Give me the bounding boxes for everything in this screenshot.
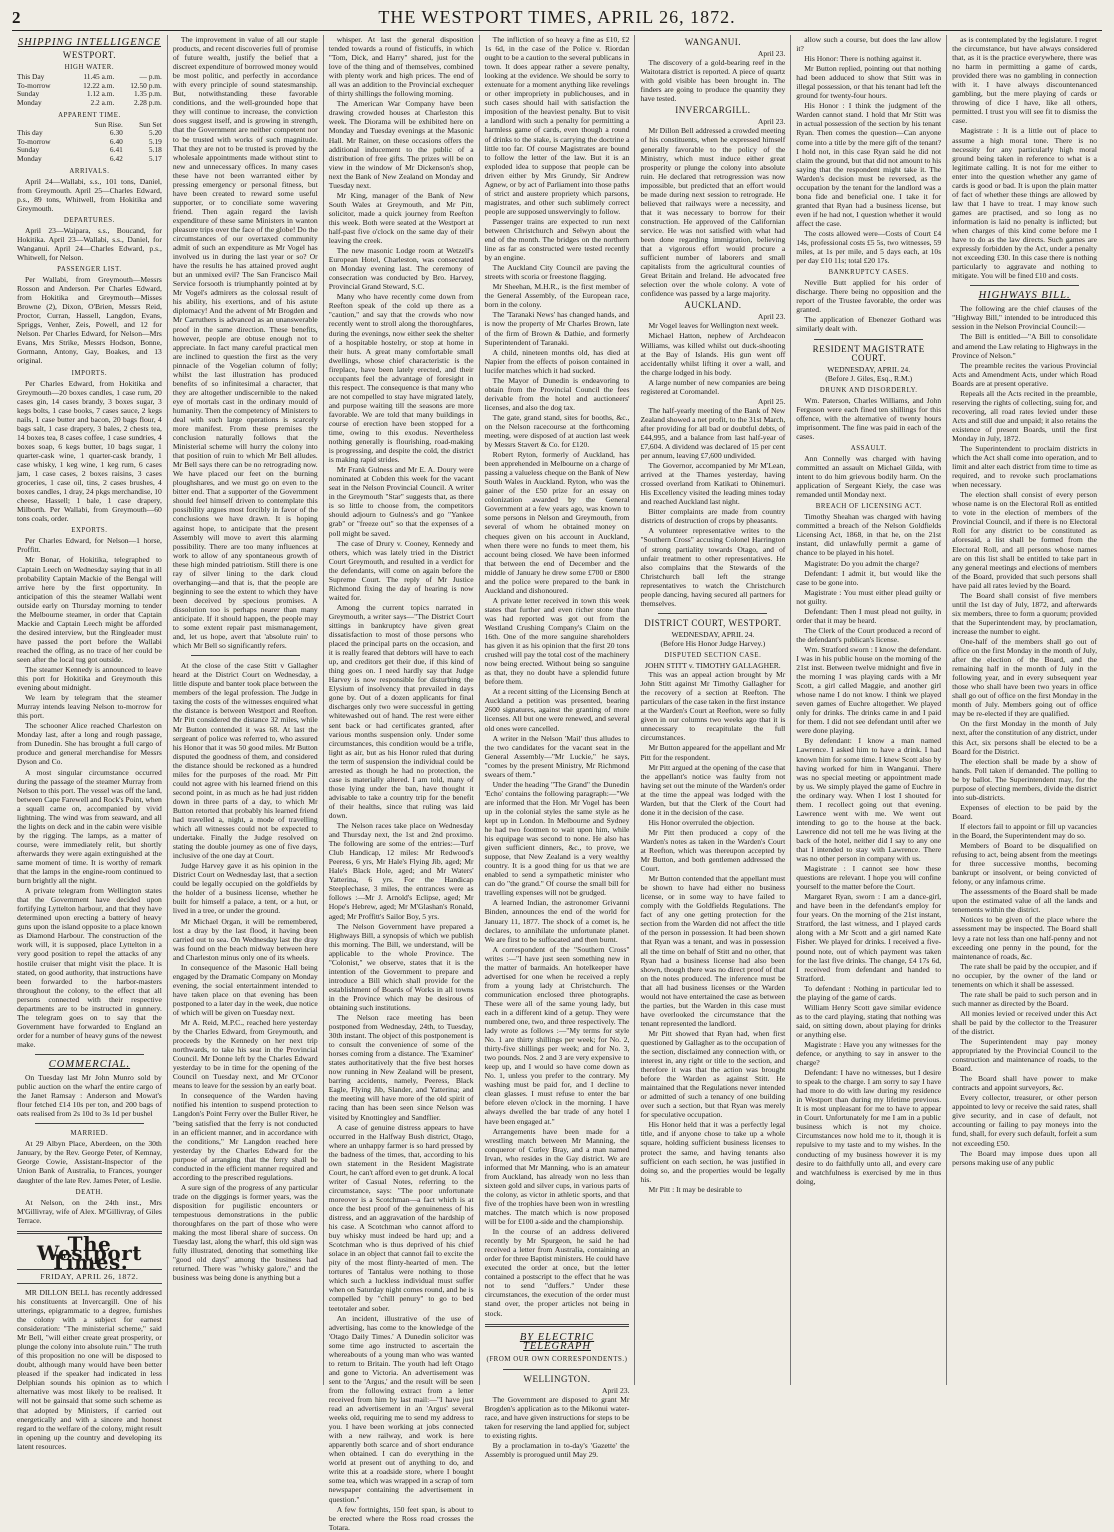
apparent-time-cell: 6.41 (109, 145, 123, 155)
departures-text: April 23—Waipara, s.s., Boucand, for Hokitika. April 23—Wallabi, s.s., Daniel, for Wanganui. April 24—Charles Edward, p.s., Whitwell, for Nelson. (17, 225, 162, 262)
apparent-time-cell: 5.17 (148, 153, 162, 163)
local-news-item: In consequence of the Masonic Hall being engaged by the Dramatic Company on Monday evening, the social entertainment intended to have taken place on that evening has been postponed to a later day in the week, due notice of which will be given on Tuesday next. (172, 962, 318, 1017)
arrivals-label: ARRIVALS. (69, 167, 110, 175)
court-report: Defendant: I admit it, but would like the case to be gone into. (796, 568, 942, 587)
court-report: The application of Ebenezer Gothard was similarly dealt with. (796, 315, 942, 334)
column-3 (324, 35, 480, 1532)
highways-heading: HIGHWAYS BILL. (978, 290, 1071, 302)
local-news-item: The Nelson races take place on Wednesday and Thursday next, the 1st and 2nd proximo. The following are some of the entries:—Turf Club Handicap, 12 miles: Mr Redwood's Peeress, 6 yrs, Mr Hale's Flying Jib, aged; Mr Hale's Black Hole, aged; and Mr Waters' Yatterina, 6 yrs. For the Handicap Steeplechase, 3 miles, the entrances were as follows :—Mr J. Arnold's Eclipse, aged; Mr Hope's Hebrew, aged; Mr M'Glashan's Ronald, aged; Mr Proffitt's Sailor Boy, 5 yrs. (328, 821, 474, 921)
court-date: WEDNESDAY, APRIL 24. (671, 629, 755, 639)
local-news-item: Many who have recently come down from Reefton speak of the cold up there as a "caution," and say that the crowds who now recently went to stroll along the thoroughfares, during the evenings, now either seek the shelter of a hospitable hostelry, or stop at home in their huts. A great many comfortable small dwellings, whose chief characteristic is the fireplace, have been lately erected, and their occupants feel the advantage of foresight in this respect. The consequence is that many who are not compelled to stay have migrated lately, and purpose waiting till the seasons are more favorable. We are told that many buildings in course of erection have been stopped for a time, owing to this exodus. Nevertheless nothing generally is flourishing, road-making is progressing, and despite the cold, the district is making rapid strides. (328, 292, 474, 465)
local-news-item: Mr Sheehan, M.H.R., is the first member of the General Assembly, of the European race, born in the colony. (484, 282, 630, 310)
highways-clause: The rate shall be paid by the occupier, and if no occupier, by the owner of the land or tenements on which it shall be assessed. (952, 961, 1098, 989)
telegraph-item: By a proclamation in to-day's 'Gazette' the Assembly is prorogued until May 29. (484, 1441, 630, 1460)
local-news-item: In consequence of the Warden having notified his intention to suspend protection to Langdon's Point Ferry over the Buller River, he "being satisfied that the ferry is not conducted in an efficient manner, and in accordance with the conditions," Mr Langdon reached here yesterday by the Charles Edward for the purpose of arranging that the ferry shall be conducted in the efficient manner required and according to the prescribed regulations. (172, 1091, 318, 1182)
apparent-time-cell: Sunday (17, 145, 40, 155)
column-4 (480, 35, 636, 1460)
court-report: Defendant: I have no witnesses, but I desire to speak to the charge. I am sorry to say I have had more to do with law during my residence in Westport than during my lifetime previous. It is most unpleasant for me to have to appear in Court. Unfortunately for me I am in a public business which is not my choice. Circumstances now hold me to it, though it is repulsive to my taste and to my wishes. In the conducting of my business however it is my desire to do faithfully unto all, and every care and watchfulness is exercised by me in thus doing, (796, 1068, 942, 1186)
highways-clause: Every collector, treasurer, or other person appointed to levy or receive the said rates, shall give security, and in case of default, not accounting or failing to pay moneys into the fund, shall, for every such default, forfeit a sum not exceeding £50. (952, 1093, 1098, 1148)
drunk-label: DRUNK AND DISORDERLY. (819, 386, 918, 394)
court-report: Mr Pitt showed that Ryan had, when first questioned by Gallagher as to the occupation of the section, disclaimed any connection with, or interest in, any right or title to the section, and therefore it was that the action was brought before the Warden as against Stitt. He maintained that the Regulations never intended or admitted of such a tenancy of one building over such a section, but that Ryan was merely for speculative occupation. (640, 1028, 786, 1120)
high-water-cell: 2.2 a.m. (90, 97, 115, 107)
highways-clause: The rate shall be paid to such person and in such manner as directed by the Board. (952, 989, 1098, 1008)
telegraph-place: INVERCARGILL. (675, 105, 751, 116)
court-report: The Clerk of the Court produced a record of the defendant's publican's license. (796, 625, 942, 644)
local-news-item: Among the current topics narrated in Greymouth, a writer says—"The District Court sittings in bankruptcy have given great dissatisfaction to most of those persons who placed the principal parts on the occasion, and it is really feared that debtors will have to each up, and creditors get their due, if this kind of thing goes on. I need hardly say that Judge Harvey is now responsible for disturbing the Elysium of insolvency that prevailed in days gone by. Out of a dozen applicants for final discharges only two were successful in getting whitewashed out of hand. The rest were either sent back or had certificates granted, after various months suspension only. Under some circumstances, this condition would be a trifle, light as air, but as his Honor ruled that during the term of suspension the individual could be arrested as though he had no protection, the case is materially altered. I am told, many of those lying under the ban, have thought it advisable to take a country trip for the benefit of their healths, since that ruling was laid down. (328, 602, 474, 820)
local-news-item: Passenger trains are expected to run next between Christchurch and Selwyn about the end of the month. The bridges on the northern line as far as constructed were tested recently by an engine. (484, 216, 630, 263)
court-report: Magistrate : Have you any witnesses for the defence, or anything to say in answer to the charge? (796, 1039, 942, 1068)
court-report: Mr Button contended that the appellant must be shown to have had either no business license, or in some way to have failed to comply with the Goldfields Regulations. The fact of any one getting protection for the section from the Warden did not affect the title of the person in possession. It had been shown that Ryan was a tenant, and was in possession all the time on behalf of Stitt and no other, that Ryan had a business license had also been shown, though there was no direct proof of that on the notes produced. The inference must be that all had business licenses or the Warden would not have entertained the case as between the parties, but the Warden in this case must have overlooked the circumstance that the tenant represented the landlord. (640, 874, 786, 1028)
high-water-cell: Sunday (17, 89, 40, 99)
telegraph-item: The Governor, accompanied by Mr M'Lean, arrived at the Thames yesterday, having crossed overland from Katikati to Ohinemuri. His Excellency visited the leading mines today and reached Auckland last night. (640, 461, 786, 507)
apparent-time-cell: 6.40 (109, 136, 123, 146)
court-report: Mr Pitt then produced a copy of the Warden's notes as taken in the Warden's Court at Reefton, which was thereupon accepted by Mr Button, and both gentlemen addressed the Court. (640, 827, 786, 874)
telegraph-item: The Government are disposed to grant Mr Brogden's application as to the Mikonui water-race, and have given instructions for steps to be taken for reserving the land applied for, subject to existing rights. (484, 1394, 630, 1440)
high-water-table (17, 73, 162, 107)
telegraph-item: A large number of new companies are being registered at Coromandel. (640, 377, 786, 396)
column-7 (947, 35, 1102, 1385)
shipping-note: The schooner Alice reached Charleston on Monday last, after a long and rough passage, from Dunedin. She has brought a full cargo of produce and general merchandise for Messrs Dyson and Co. (17, 721, 162, 767)
local-news-item: The new masonic Lodge room at Wetzell's European Hotel, Charleston, was consecrated on Monday evening last. The ceremony of consecration was conducted by Bro. Harvey, Provincial Grand Steward, S.C. (328, 246, 474, 292)
local-news-item: The gate, grand stand, sites for booths, &c., on the Nelson racecourse at the forthcoming meeting, were disposed of at auction last week by Messrs Stavert & Co. for £120. (484, 412, 630, 450)
court-report: Wm. Stratford sworn : I know the defendant. I was in his public house on the morning of the 21st inst. Between twelve midnight and five in the morning I was playing cards with a Mr Scott, a girl called Maggie, and another girl whose name I do not know. I think we played seven games of Euchre altogether. We played only for drinks. The drinks came in and I paid for them. I did not see defendant until after we were done playing. (796, 644, 942, 736)
departures-label: DEPARTURES. (63, 216, 115, 224)
high-water-cell: Monday (17, 97, 42, 107)
court-report: Ann Connelly was charged with having committed an assault on Michael Gilda, with intent to do him grievous bodily harm. On the application of Sergeant Kiely, the case was remanded until Monday next. (796, 454, 942, 500)
rm-court-date: WEDNESDAY, APRIL 24. (827, 364, 911, 374)
court-report: Wm. Paterson, Charles Williams, and John Ferguson were each fined ten shillings for this offence, with the alternative of twenty hours imprisonment. The fine was paid in each of the cases. (796, 395, 942, 441)
court-report: Defendant: Then I must plead not guilty, in order that it may be heard. (796, 606, 942, 625)
highways-clause: Members of Board to be disqualified on refusing to act, being absent from the meetings for three successive months, becoming bankrupt or insolvent, or being convicted of felony, or any infamous crime. (952, 841, 1098, 887)
court-report: His Honor: There is nothing against it. (804, 54, 922, 64)
death-label: DEATH. (75, 1188, 104, 1196)
highways-clause: The preamble recites the various Provincial Acts and Amendment Acts, under which Road Boards are at present operative. (952, 360, 1098, 388)
high-water-label: HIGH WATER. (64, 64, 115, 72)
telegraph-date: April 23. (757, 312, 786, 322)
local-news-item: A correspondent of the "Southern Cross" writes :—"I have just seen something new in the matter of barmaids. An hotelkeeper have advertised for one when he received a reply from a young lady at Christchurch. The communication enclosed three photographs. These were all of the same young lady, but each in a different kind of a getup. They were numbered one, two, and three respectively. The lady wrote as follows :—"My terms for style No. 1 are thirty shillings per week; for No. 2, thirty-five shillings per week; and for No. 3, two pounds. Nos. 2 and 3 are very expensive to keep up, and I would so have come down as No. 1, unless you prefer to the contrary. My washing must be paid for, and I decline to clean glasses. I must refuse to enter the bar before eleven o'clock in the morning. I have always dwelled the bar trade of any hotel I have been engaged at." (484, 944, 630, 1126)
highways-clause: If electors fail to appoint or fill up vacancies in the Board, the Superintendent may do so. (952, 821, 1098, 840)
court-report: Mr Button replied, pointing out that nothing had been adduced to show that Stitt was in illegal possession, or that his tenant had left the ground for twenty-four hours. (796, 64, 942, 101)
telegraph-heading: BY ELECTRIC TELEGRAPH (519, 1331, 595, 1352)
telegraph-item: The half-yearly meeting of the Bank of New Zealand showed a net profit, to the 31st March, after providing for all bad or doubtful debts, of £44,995, and a balance from last half-year of £7,604. A dividend was declared of 15 per cent per annum, leaving £7,600 undivided. (640, 405, 786, 461)
apparent-time-cell: 5.18 (148, 145, 162, 155)
telegraph-place: WELLINGTON. (523, 1373, 591, 1384)
high-water-cell: 1.12 a.m. (86, 89, 115, 99)
commercial-text: On Tuesday last Mr John Munro sold by public auction on the wharf the entire cargo of the Janet Ramsay : Anderson and Mowat's flour fetched £14 10s per ton, and 200 bags of oats realised from 2s 10d to 3s 1d per bushel (17, 1073, 162, 1119)
local-news-item: A sure sign of the progress of any particular trade on the diggings is former years, was the disposition for pugilistic encounters or tempestuous demonstrations in the public thoroughfares on the part of those who were making the most liberal share of success. On Tuesday last, along the wharf, this old sign was fully illustrated, denoting that something like "good old days" among the business had returned. There was "whisky galore," and the business was being done is anything but a (172, 1182, 318, 1283)
highways-clause: The election shall consist of every person whose name is on the Electoral Roll as entitled to vote in the election of members of the Provincial Council, and if there is no Electoral Roll for any district to be constituted as aforesaid, a list shall be formed from the Electoral Roll, and all persons whose names are on this list shall be entitled to take part in any general meetings and elections of members of the Board, provided that such persons shall have paid all rates levied by the Board. (952, 490, 1098, 590)
apparent-time-cell: This day (17, 128, 43, 138)
bankruptcy-label: BANKRUPTCY CASES. (828, 269, 910, 277)
court-report: Timothy Sheahan was charged with having committed a breach of the Nelson Goldfields Licensing Act, 1868, in that he, on the 21st instant, did unlawfully permit a game of chance to be played in his hotel. (796, 512, 942, 558)
court-before: (Before His Honor Judge Harvey.) (660, 638, 766, 648)
court-report: His Honor : I think the judgment of the Warden cannot stand. I hold that Mr Stitt was in actual possession of the section by his tenant Ryan. Then comes the question—Can anyone come into a title by the mere gift of the tenant? I hold not, in this case Ryan said he did not claim the ground, but that did not amount to his saying that the respondent might take it. The Warden's decision must be reversed, as the occupation by the tenant for the landlord was a bona fide and beneficial one. I take it for granted that Ryan had a business license, but even if he had not, I question whether it would affect the case. (796, 101, 942, 228)
local-news-item: A child, nineteen months old, has died at Napier from the effects of poison contained in lucifer matches which it had sucked. (484, 347, 630, 375)
telegraph-item: Bitter complaints are made from country districts of destruction of crops by pheasants. (640, 507, 786, 526)
court-report: Magistrate : It is a little out of place to assume a high moral tone. There is no necessity for any particularly high moral ground being taken in reference to what is a legitimate calling. It is not for me either to enter into the question whether any game of cards is good or bad. It is upon the plain matter of fact of whether these things are allowed by law that I have to treat. I may know such games are practised, and so long as no information is laid no penalty is inflicted; but when charges of this kind come before me I have to do as the law directs. Such games are expressly forbidden by the Act, under a penalty not exceeding £30. In this case there is nothing particularly to aggravate and nothing to mitigate. You will be fined £10 and costs. (952, 126, 1098, 281)
highways-clause: Expenses of election to be paid by the Board. (952, 802, 1098, 821)
court-report: Magistrate : You must either plead guilty or not guilty. (796, 587, 942, 606)
arrivals-text: April 24—Wallabi, s.s., 101 tons, Daniel, from Greymouth. April 25—Charles Edward, p.s., 89 tons, Whitwell, from Hokitika and Greymouth. (17, 176, 162, 213)
court-report: William Henry Scott gave similar evidence as to the card playing, stating that nothing was said, on sitting down, about playing for drinks or anything else. (796, 1002, 942, 1039)
column-6 (791, 35, 947, 1385)
telegraph-date: April 23. (757, 117, 786, 127)
apparent-time-cell: 5.19 (148, 136, 162, 146)
court-report: Mr Button appeared for the appellant and Mr Pitt for the respondent. (640, 743, 786, 762)
court-case-title: JOHN STITT v. TIMOTHY GALLAGHER. (645, 661, 781, 671)
shipping-note: A private telegram from Wellington states that the Government have decided upon fortifying Lyttelton harbour, and that they have determined upon erecting a battery of heavy guns upon the island opposite to a place known as Diamond Harbour. The construction of the work will, it is supposed, place Lyttelton in a very good position to repel the attacks of any hostile cruiser that might visit the place. It is stated, on good authority, that instructions have been forwarded to the harbor-masters throughout the colony, to the effect that all persons connected with their respective departments are to be instructed in gunnery. The telegram goes on to say that the Government have forwarded to England an order for a number of heavy guns of the newest make. (17, 886, 162, 1049)
highways-clause: The assessments of the Board shall be made upon the estimated value of all the lands and tenements within the district. (952, 887, 1098, 915)
apparent-time-table (17, 121, 162, 164)
shipping-note: Mr Bonar, of Hokitika, telegraphed to Captain Leech on Wednesday saying that in all probability Captain Mackie of the Bengal will arrive here by the first opportunity. In anticipation of this the steamer Wallabi went outside early on Thursday morning to tender the Melbourne steamer, in order that Captain Mackie and Captain Leech might be afforded the desired interview, but the Ringleader must have passed the port before the Wallabi reached the offing, as no trace of her could be seen after the local tug got outside. (17, 555, 162, 664)
apparent-time-cell: 6.42 (109, 153, 123, 163)
high-water-cell: 12.50 p.m. (130, 80, 162, 90)
local-news-item: A case of genuine distress appears to have occurred in the Halfway Bush district, Otago, where an unhappy farmer is so hard pressed by the badness of the times, that, according to his own statement in the Resident Magistrate Court, he can't afford even to get drunk. A local writer of Casual Notes, referring to the circumstance, says: "The poor unfortunate moreover is a Scotchman—a fact which is at once the best proof of the genuineness of his distress, and an aggravation of the hardship of his case. A Scotchman who cannot afford to buy whisky must indeed be hard up; and a Scotchman who is thus deprived of his chief solace in an object that cannot fail to excite the pity of the most flinty-hearted of men. The tortures of Tantalus were nothing to those which such a luckless individual must suffer when on Saturday night comes round, and he is compelled by "chill penury" to go to bed teetotaler and sober. (328, 1122, 474, 1313)
local-news-item: Arrangements have been made for a wrestling match between Mr Manning, the conqueror of Curley Bray, and a man named Irvan, who resides in the Gay district. We are informed that Mr Manning, who is an amateur from Auckland, has already won no less than sixteen gold and silver cups, in various parts of the colony, as victor in athletic sports, and that five of the trophies have been won in wrestling matches. The match which is now proposed will be for £100 a-side and the championship. (484, 1126, 630, 1227)
local-news-item: A few fortnights, 150 feet span, is about to be erected where the Ross road crosses the Totara. (328, 1504, 474, 1532)
apparent-time-header-cell: Sun Rise. (94, 119, 123, 129)
death-text: At Nelson, on the 24th inst., Mrs M'Gillivray, wife of Alex. M'Gillivray, of Giles Terrace. (17, 1197, 162, 1225)
court-report: His Honor overruled the objection. (648, 817, 755, 827)
high-water-cell: This Day (17, 72, 45, 82)
passenger-label: PASSENGER LIST. (57, 266, 122, 273)
exports-label: EXPORTS. (71, 527, 108, 535)
high-water-cell: — p.m. (139, 72, 162, 82)
telegraph-place: WANGANUI. (684, 37, 741, 47)
court-report: To defendant : Nothing in particular led to the playing of the game of cards. (796, 983, 942, 1002)
running-title: THE WESTPORT TIMES, APRIL 26, 1872. (378, 7, 736, 27)
breach-label: BREACH OF LICENSING ACT. (815, 503, 922, 511)
rm-court-heading: RESIDENT MAGISTRATE COURT. (812, 343, 925, 363)
court-report: By defendant: I know a man named Lawrence. I asked him to have a drink. I had known him for some time. I knew Scott also by having worked for him in Wanganui. There was no special meeting or appointment made by us. We simply played the game of Euchre in the ordinary way. When I lost I shouted for them. I recollect going out that evening. Lawrence went with me. We went out intending to go to the house at the back. Lawrence did not tell me he was living at the back of the hotel, neither did I say to any one that I intended to stay with Lawrence. There was no other person in company with us. (796, 736, 942, 864)
leader-article: MR DILLON BELL has recently addressed his constituents at Invercargill. One of his utterings, epigrammatic to a degree, furnishes the colony with a subject for earnest consideration: "The ministerial scheme," said Mr Bell, "will either create great prosperity, or plunge the colony into absolute ruin." The truth of this proposition no one will be disposed to doubt, although many would have been better pleased if the speaker had indicated in less Delphian sounds his opinion as to which alternative was most likely to be realised. It will not be gainsaid that some such scheme as that adopted by Ministers, if carried out energetically and with a sincere and honest regard to the welfare of the colony, might result in opening up the country and developing its latent resources. (17, 1287, 162, 1451)
telegraph-item: Michael Hatton, nephew of Archdeacon Williams, was killed whilst out duck-shooting at the Bay of Islands. His gun went off accidentally whilst lifting it over a wall, and the charge lodged in his body. (640, 331, 786, 377)
local-news-item: In the course of an address delivered recently by Mr Spurgeon, he said he had received a letter from Australia, containing an order for three Baptist ministers. He could have executed the order at once, but the letter contained a postscript to the effect that he was not to send "duffers." Under these circumstances, the execution of the order must stand over, the proper articles not being in stock. (484, 1227, 630, 1318)
local-news-item: Mr Michael Organ, it will be remembered, lost a dray by the last flood, it having been carried out to sea. On Wednesday last the dray was found on the beach midway between here and Charleston minus only one of its wheels. (172, 916, 318, 962)
court-heading: DISTRICT COURT, WESTPORT. (644, 617, 782, 628)
highways-clause: The election shall be made by a show of hands. Poll taken if demanded. The polling to be by ballot. The Superintendent may, for the purpose of electing members, divide the district into sub-districts. (952, 756, 1098, 802)
imports-text: Per Charles Edward, from Hokitika and Greymouth—20 boxes candles, 1 case rum, 20 cases gin, 14 cases brandy, 3 boxes sugar, 3 kegs bolts, 1 case books, 7 cases sauce, 2 kegs nails, 1 case butter and bacon, 20 bags flour, 4 bags salt, 1 case drapery, 3 bales, 2 chests tea, 14 boxes tea, 8 cases coffee, 1 case sundries, 4 boxes soap, 6 kegs butter, 10 bags sugar, 1 quarter-cask wine, 1 quarter-cask brandy, 1 case whisky, 1 keg wine, 1 keg rum, 6 cases jam, 1 case cases, 2 boxes raisins, 3 cases groceries, 1 case oil, tins, 2 cases brushes, 4 boxes candles, 1 dray, 24 pkgs merchandise, 10 cheese, Hassell; 1 bale, 1 case drapery, Milborth. Per Wallabi, from Greymouth—60 tons coals, order. (17, 378, 162, 524)
high-water-cell: 11.45 a.m. (83, 72, 115, 82)
local-news-item: whisper. At last the general disposition tended towards a round of fisticuffs, in which "Tom, Dick, and Harry" shared, just for the love of the thing and of themselves, combined with plenty work and high prices. The end of all was an addition to the Provincial exchequer of thirty shillings the following morning. (328, 35, 474, 99)
court-report: Mr Pitt argued at the opening of the case that the appellant's notice was faulty from not having set out the minute of the Warden's order at the time the appeal was lodged with the Warden, but that the Clerk of the Court had done it in the decision of the case. (640, 762, 786, 817)
highways-clause: The Superintendent may pay money appropriated by the Provincial Council to the construction and maintenance of roads, to the Board. (952, 1037, 1098, 1074)
paper-nameplate: The Westport Times. (36, 1231, 142, 1274)
highways-clause: The Board shall have power to make contracts and appoint surveyors, &c. (952, 1074, 1098, 1093)
page-number: 2 (12, 8, 21, 27)
high-water-cell: 1.35 p.m. (133, 89, 162, 99)
court-report: allow such a course, but does the law allow it? (796, 35, 942, 54)
telegraph-place: AUCKLAND. (684, 300, 742, 311)
highways-clause: All monies levied or received under this Act shall be paid by the collector to the Treasurer of the district. (952, 1008, 1098, 1036)
local-news-item: Robert Ryton, formerly of Auckland, has been apprehended in Melbourne on a charge of passing a valueless cheque on the Bank of New South Wales in Auckland. Ryton, who was the gainer of the £50 prize for an essay on colonization awarded by the General Government at a few years ago, was known to some persons in Nelson and Greymouth, from several of whom he obtained money on cheques given on his account in Auckland, when there were no funds to meet them, his account being closed. We have been informed that between the end of December and the middle of January he drew some £700 or £800 and the police were prepared to the bank in Auckland and dishonoured. (484, 450, 630, 595)
apparent-time-row (17, 155, 162, 164)
column-5 (635, 35, 791, 1385)
local-news-item: The Mayor of Dunedin is endeavoring to obtain from the Provincial Council the fees derivable from the hotel and auctioneers' licenses, and also the dog tax. (484, 375, 630, 412)
local-news-item: The case of Drury v. Cooney, Kennedy and others, which was lately tried in the District Court Greymouth, and resulted in a verdict for the defendants, will come on again before the Supreme Court. The reply of Mr Justice Richmond fixing the day of hearing is now waited for. (328, 538, 474, 602)
running-header (12, 6, 1102, 31)
married-label: MARRIED. (70, 1130, 109, 1138)
port-name: WESTPORT. (62, 50, 116, 61)
local-news-item: The 'Taranaki News' has changed hands, and is now the property of Mr Charles Brown, late of the firm of Brown & Dathie, and formerly Superintendent of Taranaki. (484, 310, 630, 347)
local-news-item: Under the heading "The Grand" the Dunedin 'Echo' contains the following paragraph:—"We are informed that the Hon. Mr Vogel has been up in the colonial styles the same style as he kept up in London. In Melbourne and Sydney he had two footmen to wait upon him, while his equipage was second to none. He also has given sufficient dinners, &c., to prove, we suppose, that New Zealand is a very wealthy country. It is a good thing for us that we are enabled to send a sympathetic minister who can do "the grand." Of course the small bill for travelling expenses will not be grudged. (484, 779, 630, 898)
high-water-cell: 2.28 p.m. (133, 97, 162, 107)
high-water-cell: To-morrow (17, 80, 51, 90)
local-news-item: At a recent sitting of the Licensing Bench at Auckland a petition was presented, bearing 2600 signatures, against the granting of more licenses. All but one were renewed, and several old ones were cancelled. (484, 687, 630, 733)
court-report: Magistrate: Do you admit the charge? (804, 558, 920, 568)
column-2 (168, 35, 324, 1385)
telegraph-date: April 23. (602, 1385, 630, 1395)
apparent-time-header-cell: Sun Set (139, 119, 162, 129)
telegraph-subheading: (FROM OUR OWN CORRESPONDENTS.) (486, 1355, 628, 1363)
local-news-item: Judge Harvey gave it as his opinion in the District Court on Wednesday last, that a section could be legally occupied on the goldfields by the holder of a business license, whether he built for himself a palace, a tent, or a hut, or lived in a tree, or under the ground. (172, 861, 318, 916)
highways-clause: The Superintendent to proclaim districts in which the Act shall come into operation, and to limit and alter each district from time to time as required, and to revoke such proclamations when necessary. (952, 444, 1098, 490)
local-news-item: Mr Frank Gulness and Mr E. A. Doury were nominated at Cobden this week for the vacant seat in the Nelson Provincial Council. A writer in the Greymouth "Star" suggests that, as there is so little to choose from, the competitors should adjourn to Gulness's and go "Yankee grab" or "freeze out" so that the expenses of a poll might be saved. (328, 465, 474, 538)
local-news-item: The American War Company have been drawing crowded houses at Charleston this week. The Diorama will be exhibited here on Monday and Tuesday evenings at the Masonic Hall. Mr Rainer, on these occasions offers the additional inducement to the public of a distribution of free gifts. The prizes will be on view in the window of Mr Dickenson's shop, next the Bank of New Zealand on Monday and Tuesday next. (328, 99, 474, 190)
local-news-item: An incident, illustrative of the use of advertising, has come to the knowledge of the 'Otago Daily Times.' A Dunedin solicitor was some time ago instructed to ascertain the whereabouts of a young man who was wanted to return to Britain. The youth had left Otago and gone to Victoria. An advertisement was sent to the 'Argus,' and the result will be seen from the following extract from a letter received from him by last mail:—"I have just read an advertisement in an 'Argus' several weeks old, requiring me to send my address to you. I have been working at jobs connected with a new railway, and work is here apparently both scarce and of short endurance when obtained. I can do everything in the world at present out of anything to do, and write this at a roadside store, where I bought some tea, which was wrapped in a scrap of torn newspaper containing the advertisement in question." (328, 1313, 474, 1504)
highways-clause: The Board may impose dues upon all persons making use of any public (952, 1148, 1098, 1167)
telegraph-item: A volunteer representative writes to the "Southern Cross" accusing Colonel Harrington of strong partiality towards Otago, and of unfair treatment to other representatives. He also complains that the Stewards of the Christchurch ball left the strange representatives to watch the Christchurch people dancing, having secured all partners for themselves. (640, 526, 786, 608)
exports-text: Per Charles Edward, for Nelson—1 horse, Proffitt. (17, 536, 162, 555)
local-news-item: Mr King, manager of the Bank of New South Wales at Greymouth, and Mr Pitt, solicitor, made a quick journey from Reefton this week. Both were seated at the Westport at half-past five o'clock on the same day of their leaving the creek. (328, 190, 474, 246)
court-report: His Honor held that it was a perfectly legal title, and if anyone chose to take up a whole square, holding sufficient business licenses to protect the same, and having tenants also sufficient on each section, he was justified in doing so, and the properties would be legally his. (640, 1120, 786, 1184)
high-water-cell: 12.22 a.m. (83, 80, 115, 90)
shipping-heading: SHIPPING INTELLIGENCE (17, 37, 162, 48)
local-news-item: The Nelson race meeting has been postponed from Wednesday, 24th, to Tuesday, 30th instant. The object of this postponement is to consult the convenience of some of the horses coming from a distance. The 'Examiner' states authoritatively that the five best horses now running in New Zealand will be present, barring accidents, namely, Peeress, Black Eagle, Flying Jib, Slander, and Yatterina; and the meeting will have more of the old spirit of racing than has been seen since Nelson was visited by Knottingley and Sandflier. (328, 1013, 474, 1122)
local-news-item: The Auckland City Council are paving the streets with scoria or freestone flagging. (484, 263, 630, 282)
imports-label: IMPORTS. (71, 369, 108, 377)
apparent-time-cell: Monday (17, 153, 42, 163)
telegraph-item: Mr Dillon Bell addressed a crowded meeting of his constituents, when he expressed himself generally favorable to the policy of the Ministry, which must induce either great prosperity or plunge the colony into absolute ruin. He declared that retrogression was now impossible, but predicted that an effort would be made during next session to retrograde. He believed that railways were a necessity, and that it was necessary to borrow for their construction. He approved of the Californian service. He was not satisfied with what had been done regarding immigration, believing that a vigorous effort would procure a sufficient number of laborers and small capitalists from the agricultural counties of Great Britain and Ireland. He advocated free selection over the whole colony. A vote of confidence was passed by a large majority. (640, 126, 786, 299)
court-report: Magistrate : I cannot see how these questions are relevant. I hope you will confine yourself to the matter before the Court. (796, 864, 942, 892)
highways-clause: Notices to be given of the place where the assessment may be inspected. The Board shall levy a rate not less than one half-penny and not exceeding one penny in the pound, for the maintenance of roads, &c. (952, 915, 1098, 961)
column-1 (12, 35, 168, 1451)
shipping-note: A most singular circumstance occurred during the passage of the steamer Murray from Nelson to this port. The vessel was off the land, between Cape Farewell and Rock's Point, when a squall came on, accompanied by vivid lightning. The wind was from seaward, and all the lights on deck and in the cabin were visible by the rigging. The lamps, as a matter of course, were immediately relit, but shortly afterwards they were again extinguished at the same moment of time. It is worthy of remark that the lamps in the engine-room continued to burn brightly all the night. (17, 767, 162, 886)
apparent-time-label: APPARENT TIME. (58, 111, 121, 119)
local-news-item: A writer in the Nelson 'Mail' thus alludes to the two candidates for the vacant seat in the General Assembly—"Mr Luckie," he says, "comes by the present Ministry, Mr Richmond swears of them." (484, 733, 630, 779)
court-report: This was an appeal action brought by Mr John Stitt against Mr Timothy Gallagher for the recovery of a section at Reefton. The particulars of the case taken in the first instance at the Warden's Court at Reefton, were so fully given in our columns two weeks ago that it is unnecessary to recapitulate the full circumstances. (640, 670, 786, 743)
court-report: Mr Pitt : It may be desirable to (648, 1184, 742, 1194)
local-news-item: The Nelson Government have prepared a Highways Bill, a synopsis of which we publish this morning. The Bill, we understand, will be applicable to the whole Province. The "Colonist," we observe, states that it is the intention of the Government to prepare and introduce a Bill which shall provide for the establishment of Boards of Works in all towns in the Province which may be desirous of obtaining such institutions. (328, 921, 474, 1012)
local-news-item: At the close of the case Stitt v Gallagher heard at the District Court on Wednesday, a little dispute and banter took place between the members of the legal profession. The Judge in taxing the costs of the witnesses enquired what the distance is between Westport and Reefton. Mr Pitt considered the distance 32 miles, while Mr Button contended it was 68. At last the sergeant of police was referred to, who assured his Honor that it was 50 good miles. Mr Button disputed the goodness of them, and considered the distance should be reckoned as a hundred miles for the purposes of the road. Mr Pitt could not agree with his learned friend on this second point, in as much as he had just ridden down in three parts of a day, to which Mr Button retorted that probably his learned friend had travelled a, night, a mode of travelling which all witnesses could not be expected to undertake. Finally the Judge resolved on stating the double journey as one of five days, inclusive of the one day at Court. (172, 661, 318, 861)
rm-court-before: (Before J. Giles, Esq., R.M.) (825, 373, 913, 383)
highways-clause: One-half of the members shall go out of office on the first Monday in the month of July, after the election of the Board, and the remaining half in the month of July in the following year, and in every subsequent year those who shall have been two years in office shall go out of office on the first Monday in the month of July. Members going out of office may be re-elected if they are qualified. (952, 637, 1098, 719)
married-text: At 29 Albyn Place, Aberdeen, on the 30th January, by the Rev. George Peter, of Kemnay, George Cowie, Assistant-Inspector of the Union Bank of Australia, to Frances, younger daughter of the late Rev. James Peter, of Leslie. (17, 1139, 162, 1185)
apparent-time-cell: 6.30 (109, 128, 123, 138)
court-report: as is contemplated by the legislature. I regret the circumstance, but have always considered that, as it is the practice everywhere, there was no harm in permitting a game of cards, provided there was no gambling in connection with it. I have always discountenanced gambling, but the mere playing of cards or throwing of dice I have, like all others, permitted. I trust you will see fit to dismiss the case. (952, 35, 1098, 126)
telegraph-item: The discovery of a gold-bearing reef in the Waitotara district is reported. A piece of quartz with gold visible has been brought in. The finders are going to produce the quantity they have tested. (640, 58, 786, 104)
local-news-item: The infliction of so heavy a fine as £10, £2 1s 6d, in the case of the Police v. Riordan ought to be a caution to the several publicans in town. It does appear rather a severe penalty, looking at the evidence. We should be sorry to extenuate for a moment anything like revelings or other impropriety in publichouses, and in such cases should hail with satisfaction the imposition of the heaviest penalty. But to visit a landlord with such a penalty for permitting a harmless game of cards, even though a round of drinks to the stake, is carrying the doctrine a little too far. Of course Magistrates are bound to follow the letter of the law. But it is an exploded idea to suppose that people can be driven either by Mrs Grundy, Sir Andrew Agnew, or by act of Parliament into those paths of strict and austere propriety which parsons, magistrates, and other such sublimely correct people are supposed unswervingly to follow. (484, 35, 630, 216)
court-report: Neville Butt applied for his order of discharge. There being no opposition and the report of the Trustee favorable, the order was granted. (796, 278, 942, 315)
court-report: Margaret Ryan, sworn : I am a dance-girl, and have been in the defendant's employ for four years. On the morning of the 21st instant, Stratford, the last witness, and I played cards along with a Mr Scott and a girl named Kate Fisher. We played for drinks. I received a five-pound note, out of which payment was taken for the last five drinks. The change, £4 17s 6d, I received from defendant and handed to Stratford. (796, 892, 942, 983)
apparent-time-cell: 5.20 (148, 128, 162, 138)
local-news-item: A learned Indian, the astronomer Grivanni Binden, announces the end of the world for January 11, 1877. The shock of a comet is, he declares, to annihilate the unfortunate planet. We are first to be suffocated and then burnt. (484, 898, 630, 944)
shipping-note: The steamer Kennedy is announced to leave this port for Hokitika and Greymouth this evening about midnight. (17, 665, 162, 693)
passenger-text: Per Wallabi, from Greymouth—Messrs Rosson and Anderson. Per Charles Edward, from Hokitika and Greymouth—Misses Browne (2), Dixon, O'Brien, Messrs Reid, Proctor, Curran, Hassell, Langdon, Evans, Spriggs, Venher, Zeis, Powell, and 12 for Nelson. Per Charles Edward, for Nelson—Mrs Evans, Mrs Strike, Messrs Hodson, Bonne, Gormann, Antony, Gay, Boakes, and 13 original. (17, 275, 162, 366)
commercial-heading: COMMERCIAL. (48, 1058, 131, 1070)
court-case-label: DISPUTED SECTION CASE. (664, 652, 762, 659)
assault-label: ASSAULT. (850, 444, 887, 452)
local-news-item: Mr A. Reid, M.P.C., reached here yesterday by the Charles Edward, from Greymouth, and proceeds by the Kennedy on her next trip northwards, to take his seat in the Provincial Council. Mr Donne left by the Charles Edward yesterday to be in time for the opening of the Council on Tuesday next, and Mr O'Conor means to leave for the session by an early boat. (172, 1018, 318, 1091)
paper-dateline: FRIDAY, APRIL 26, 1872. (17, 1269, 162, 1284)
telegraph-item: Mr Vogel leaves for Wellington next week. (648, 321, 779, 331)
highways-clause: The Board shall consist of five members until the 1st day of July, 1872, and afterwards six members, three to form a quorum; provided that the Superintendent may, by proclamation, increase the number to eight. (952, 590, 1098, 636)
shipping-note: We learn by telegram that the steamer Murray intends leaving Nelson to-morrow for this port. (17, 693, 162, 721)
leader-continued: The improvement in value of all our staple products, and recent discoveries full of promise of future wealth, justify the belief that a discreet expenditure of borrowed money would be most politic, and perfectly in accordance with every principle of sound statesmanship. But, notwithstanding these favorable conditions, and the well-grounded hope that they will continue to increase, the conviction does suggest itself, and is growing in strength, that the Government are neither competent nor to be trusted with works of such magnitude. That they are not to be trusted is proved by the wholesale appointments made without stint to new and unnecessary offices. In many cases these have not been warranted either by pressing emergency or personal fitness, but have been created to reward some useful supporter, or to conciliate some wavering friend. Then again regard the lavish expenditure of these same Ministers in wanton pleasure trips over the face of the globe! Do the circumstances of our overtaxed community admit of such an expenditure as Mr Vogel has involved us in during the last year or so? Or have the results he has attained proved aught but an unmixed evil? The San Francisco Mail Service forsooth is triumphantly pointed at by Mr Vogel's admirers as the colossal result of his ability, his exertions, and of his astute diplomacy! And the advent of Mr Brogden and Mr Carruthers is advanced as an unanswerable proof in the same direction. These benefits, however, people are obtuse enough not to appreciate. In fact many careful practical men are inclined to question the first as the very pinnacle of the Vogelian column of folly; whilst the last illustration has produced benefits of so infinitesimal a character, that they are altogether undiscernible to the naked eye of mortals cast in the ordinary mould of humanity. Then the competency of Ministers to deal with such large operations is scarcely more manifest. From these premises the conclusion naturally follows that the Ministerial scheme will hurry the colony into that position of ruin to which Mr Bell alludes. Mr Bell says there can be no retrograding now. We have placed our feet on the burning ploughshares, and we must go on even to the bitter end. That a supporter of the Government should feel himself driven to contemplate this possibility argues most forcibly in favor of the conclusions we have drawn. It is hoping against hope, to anticipate that the present Assembly will move to avert this alarming possibility. There are too many influences at work to allow of any spontaneous growth of these high minded patriotism. Still there is one ray of silver lining to the dark cloud overhanging—and that is, that the people are beginning to see the extent to which they have been deceived by specious promises. A dissolution too is perhaps nearer than many anticipate. If it should happen, the people may to some extent repair past mismanagement, and, let us hope, avert that 'absolute ruin' to which Mr Bell so significantly refers. (172, 35, 318, 651)
high-water-row (17, 99, 162, 108)
highways-clause: On the first Monday in the month of July next, after the constitution of any district, under this Act, six persons shall be elected to be a Board for the District. (952, 719, 1098, 756)
telegraph-date: April 25. (757, 396, 786, 406)
highways-clause: The following are the chief clauses of the "Highway Bill," intended to be introduced this session in the Nelson Provincial Council:— (952, 304, 1098, 332)
columns (12, 35, 1102, 1532)
highways-clause: The Bill is entitled—"A Bill to consolidate and amend the Law relating to Highways in the Province of Nelson." (952, 332, 1098, 360)
telegraph-date: April 23. (757, 49, 786, 59)
local-news-item: A private letter received in town this week states that further and even richer stone than was had reported was got out from the Westland Crushing Company's Claim on the 16th. One of the more sanguine shareholders has given it as his opinion that the first 20 tons crushed will pay the total cost of the machinery now being erected. Without being so sanguine as that, they no doubt have a splendid future before them. (484, 595, 630, 687)
court-report: The costs allowed were—Costs of Court £4 14s, professional costs £5 5s, two witnesses, 59 miles, at 1s per mile, and 5 days each, at 10s per day £10 11s; total £20 17s. (796, 228, 942, 266)
apparent-time-cell: To-morrow (17, 136, 51, 146)
highways-clause: Repeals all the Acts recited in the preamble, reserving the rights of collecting, suing for, and recovering, all road rates levied under these Acts and still due and unpaid; it also retains the existence of present Boards, until the first Monday in July, 1872. (952, 388, 1098, 443)
